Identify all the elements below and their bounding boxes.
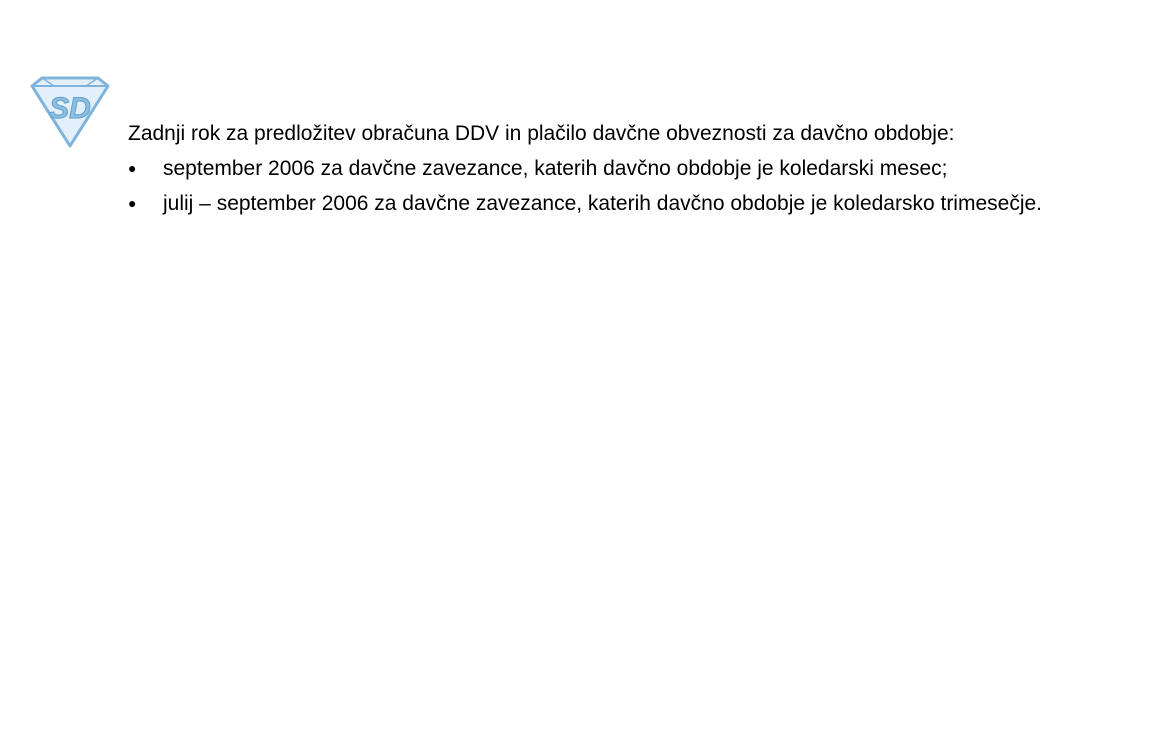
deadline-list — [128, 151, 1073, 221]
list-item-text: julij – september 2006 za davčne zavezance, katerih davčno obdobje je koledarsko trimesečje. — [163, 192, 1043, 215]
diamond-logo-icon — [26, 76, 112, 150]
list-item-text: september 2006 za davčne zavezance, katerih davčno obdobje je koledarski mesec; — [163, 157, 948, 180]
list-item — [128, 186, 1073, 221]
bullet-icon: ● — [128, 160, 137, 176]
bullet-icon: ● — [128, 195, 137, 211]
list-item — [128, 151, 1073, 186]
logo — [26, 76, 112, 150]
intro-paragraph: Zadnji rok za predložitev obračuna DDV in plačilo davčne obveznosti za davčno obdobje: — [128, 122, 955, 145]
document-body — [128, 116, 1073, 221]
logo-text: SD — [49, 92, 91, 125]
